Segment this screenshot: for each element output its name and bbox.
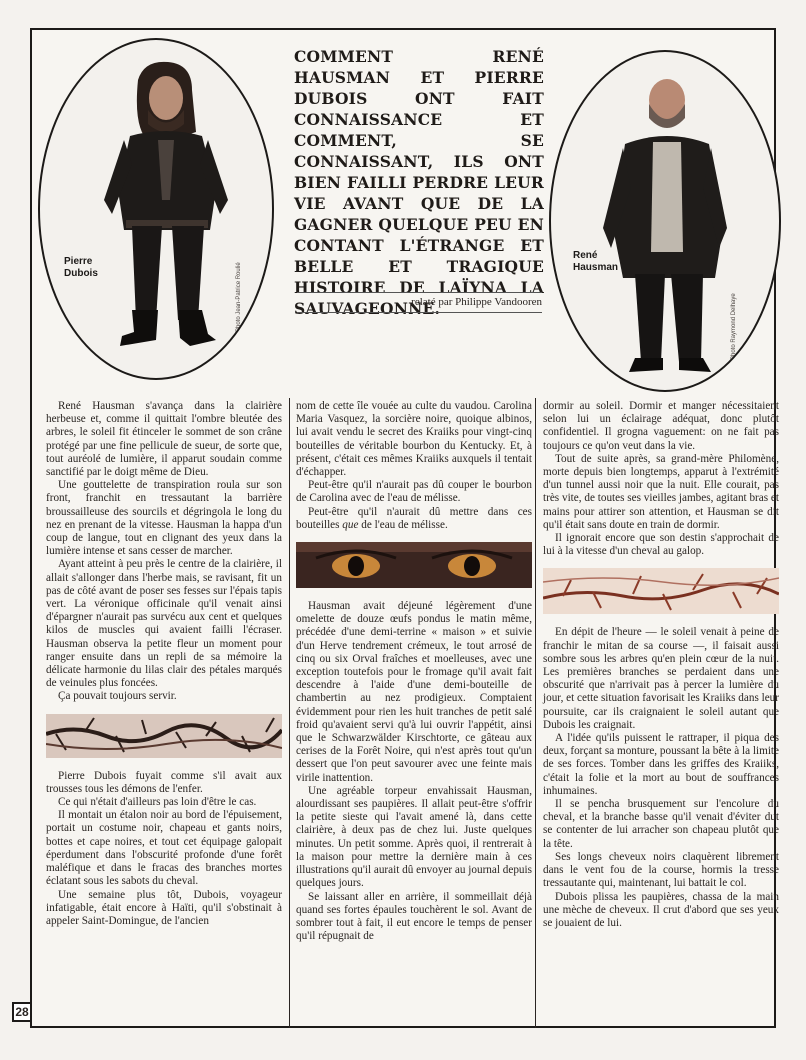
thorny-branches-illustration: [543, 568, 779, 614]
illustration-band-branches: [46, 714, 282, 758]
rene-hausman-photo: [551, 52, 779, 390]
portrait-name-line2: Hausman: [573, 262, 619, 273]
page-number: 28: [12, 1002, 32, 1022]
branches-illustration: [46, 714, 282, 758]
article-column-2: [296, 400, 532, 943]
paragraph: Ayant atteint à peu près le centre de la clairière, il allait s'allonger dans l'herbe mais, se ravisant, fit un pas de côté avant de poser ses fesses sur l'épais tapis vert. La véronique officinale qu'il venait ainsi d'épargner n'aurait pas survécu aux cent et quelques kilos de muscles qui avaient failli l'écraser. Hausman observa la petite fleur un moment pour ranger ensuite dans un repli de sa mémoire la délicate harmonie du lilas clair des pétales marqués de veinules plus foncées.: [46, 558, 282, 690]
paragraph: René Hausman s'avança dans la clairière herbeuse et, comme il quittait l'ombre bleutée des arbres, le soleil fit étinceler le sommet de son crâne protégé par une fine pellicule de sueur, de sorte que, tout auréolé de lumière, il apparut soudain comme sanctifié par le doigt même de Dieu.: [46, 400, 282, 479]
paragraph: Tout de suite après, sa grand-mère Philomène, morte depuis bien longtemps, apparut à l'extrémité d'un tunnel aussi noir que la nuit. Elle courait, pas très vite, de toutes ses vieilles jambes, agitant bras et mains pour attirer son attention, et Hausman se dit qu'il était sans doute en train de dormir.: [543, 452, 779, 531]
illustration-band-eyes: [296, 542, 532, 588]
paragraph: Une agréable torpeur envahissait Hausman, alourdissant ses paupières. Il allait peut-être s'offrir la petite sieste qui l'avait amené là, dans cette clairière, à deux pas de chez lui. Juste quelques minutes. Un petit somme. Après quoi, il rentrerait à la maison pour mettre la dernière main à ces illustrations qu'il aurait dû envoyer au journal depuis quelques jours.: [296, 784, 532, 890]
paragraph: Il ignorait encore que son destin s'approchait de lui à la vitesse d'un cheval au galop.: [543, 532, 779, 558]
photo-credit: Photo Raymond Delhaye: [731, 293, 737, 360]
paragraph: A l'idée qu'ils puissent le rattraper, il piqua des deux, forçant sa monture, poussant la bête à la limite de ses forces. Tomber dans les griffes des Kraiiks, c'était la folie et la mort au bout de souffrances inhumaines.: [543, 732, 779, 797]
portrait-rene-hausman: [549, 50, 781, 392]
article-column-1: [46, 400, 282, 928]
paragraph: Hausman avait déjeuné légèrement d'une omelette de douze œufs pondus le matin même, précédée d'une demi-terrine « maison » et suivie d'un Herve tendrement crémeux, le tout arrosé de cinq ou six Orval fraîches et moelleuses, avec une exception toutefois pour le fromage qu'il avait fait descendre à l'aide d'une demi-bouteille de chambertin au nez prodigieux. Comptaient évidemment pour rien les huit tranches de petit salé froid qu'avaient servi qu'à lui ouvrir l'appétit, ainsi que le Schwarzwälder Kirschtorte, ce gâteau aux cerises de la Forêt Noire, qui n'est après tout qu'un dessert que l'on peut savourer avec une feinte mais virile inattention.: [296, 600, 532, 784]
article-headline: COMMENT RENÉ HAUSMAN ET PIERRE DUBOIS ONT FAIT CONNAISSANCE ET COMMENT, SE CONNAISSANT, ILS ONT BIEN FAILLI PERDRE LEUR VIE AVANT QUE DE LA GAGNER QUELQUE PEU EN CONTANT L'ÉTRANGE ET BELLE ET TRAGIQUE HISTOIRE DE LAÏYNA LA SAUVAGEONNE.: [294, 47, 544, 318]
paragraph: [296, 506, 532, 532]
page-frame: [30, 28, 779, 1028]
paragraph: Dubois plissa les paupières, chassa de la main une mèche de cheveux. Il crut d'abord que ses yeux se jouaient de lui.: [543, 890, 779, 929]
paragraph: dormir au soleil. Dormir et manger nécessitaient selon lui un éclairage adéquat, donc plutôt confidentiel. Il grogna vaguement: on ne fait pas toujours ce qu'on veut dans la vie.: [543, 400, 779, 452]
paragraph: Pierre Dubois fuyait comme s'il avait aux trousses tous les démons de l'enfer.: [46, 769, 282, 795]
column-divider: [535, 398, 536, 1028]
photo-credit: Photo Jean-Patrice Roulié: [236, 262, 242, 332]
paragraph: Il montait un étalon noir au bord de l'épuisement, portait un costume noir, chapeau et gants noirs, bottes et cape noires, et tout cet équipage galopait éperdument dans l'obscurité profonde d'une forêt maléfique et dans le fracas des branches mortes éclatant sous les sabots du cheval.: [46, 809, 282, 888]
emphasis: que: [342, 518, 359, 531]
portrait-name-line2: Dubois: [64, 268, 98, 279]
paragraph: Ça pouvait toujours servir.: [58, 690, 177, 703]
portrait-name-line1: Pierre: [64, 256, 93, 267]
paragraph-text: Peut-être qu'il n'aurait dû mettre dans ces bouteilles: [296, 505, 532, 531]
byline: relaté par Philippe Vandooren: [297, 292, 542, 313]
paragraph: Une semaine plus tôt, Dubois, voyageur infatigable, était encore à Haïti, qu'il s'obstinait à appeler Saint-Domingue, de l'ancien: [46, 888, 282, 927]
article-column-3: [543, 400, 779, 930]
paragraph: Peut-être qu'il n'aurait pas dû couper le bourbon de Carolina avec de l'eau de mélisse.: [296, 479, 532, 505]
paragraph: Se laissant aller en arrière, il sommeillait déjà quand ses fortes épaules touchèrent le sol. Avant de sombrer tout à fait, il eut encore le temps de penser qu'il répugnait de: [296, 890, 532, 943]
illustration-band-thorns: [543, 568, 779, 614]
paragraph: nom de cette île vouée au culte du vaudou. Carolina Maria Vasquez, la sorcière noire, quoique albinos, lui avait vendu le secret des Kraiiks pour vingt-cinq bouteilles de véritable bourbon du Kentucky. Et, à présent, c'était ces mêmes Kraiiks auxquels il tentait d'échapper.: [296, 400, 532, 479]
paragraph: En dépit de l'heure — le soleil venait à peine de franchir le mitan de sa course —, il faisait aussi sombre sous les arbres qu'en plein cœur de la nuit. Les premières branches se perdaient dans une obscurité que n'arrivait pas à percer la lumière du jour, et cette situation favorisait les Kraiiks dans leur poursuite, car ils craignaient le soleil autant que Dubois les craignait.: [543, 626, 779, 731]
portrait-name-line1: René: [573, 250, 598, 261]
paragraph: Ce qui n'était d'ailleurs pas loin d'être le cas.: [58, 796, 257, 809]
column-divider: [289, 398, 290, 1028]
paragraph: Il se pencha brusquement sur l'encolure du cheval, et la branche basse qu'il venait d'éviter dut se contenter de lui arracher son chapeau plutôt que la tête.: [543, 798, 779, 850]
paragraph-text: de l'eau de mélisse.: [358, 518, 448, 531]
paragraph: Ses longs cheveux noirs claquèrent librement dans le vent fou de la course, hormis la tresse tressautante qui, maintenant, lui battait le col.: [543, 850, 779, 890]
glowing-eyes-illustration: [296, 542, 532, 588]
paragraph: Une gouttelette de transpiration roula sur son front, franchit en tressautant la barrière broussailleuse des sourcils et dégringola le long du nez en prenant de la vitesse. Hausman la happa d'un coup de langue, tout en clignant des yeux dans la lumière intense et sans cesser de marcher.: [46, 479, 282, 558]
portrait-pierre-dubois: [38, 38, 274, 380]
